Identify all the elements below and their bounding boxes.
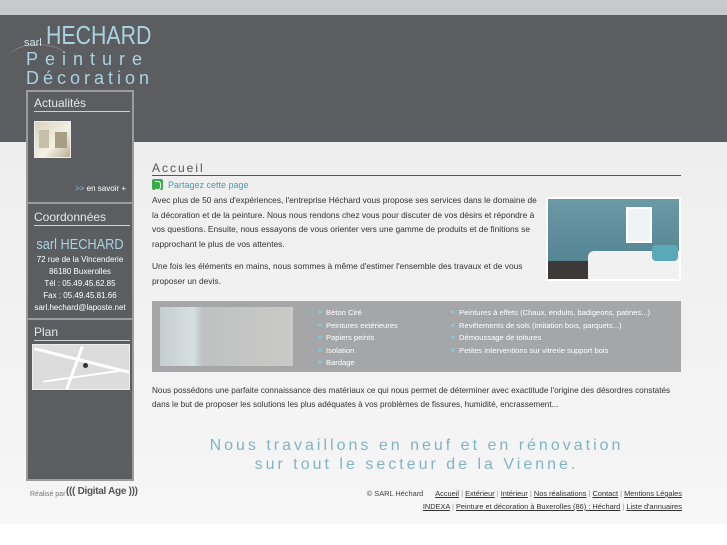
news-title: Actualités [34,96,130,112]
sidebar-divider [28,318,132,320]
footer-link-contact[interactable]: Contact [592,489,619,498]
footer-link-buxerolles[interactable]: Peinture et décoration à Buxerolles (86) : Héchard [455,502,621,511]
service-item: ■ Petites interventions sur vitrerie support bois [451,345,650,358]
footer-link-accueil[interactable]: Accueil [435,489,460,498]
service-item: ■ Papiers peints [318,332,398,345]
photo-window [626,207,652,243]
slogan-line2: sur tout le secteur de la Vienne. [254,456,579,473]
share-label: Partagez cette page [168,179,249,190]
body-text: Nous possédons une parfaite connaissance des matériaux ce qui nous permet de déterminer avec exactitude l'origine des désordres constatés dans le but de proposer les solutions les plus adéquates à vos problèmes de fissures, humidité, encrassement... [152,386,671,409]
service-item: ■ Démoussage de toitures [451,332,650,345]
service-item: ■ Revêtements de sols (imitation bois, parquets...) [451,320,650,333]
top-band [0,0,727,15]
contact-tel: Tél : 05.49.45.62.85 [44,279,116,288]
read-more-label: en savoir + [86,184,126,193]
share-icon [152,179,163,190]
logo-line2: Peinture [26,49,150,69]
contact-title: Coordonnées [34,210,130,226]
service-item: ■ Isolation [318,345,398,358]
service-item: ■ Bardage [318,357,398,370]
share-link[interactable] [152,179,249,190]
contact-address2: 86180 Buxerolles [49,267,111,276]
agency-logo[interactable]: ((( Digital Age ))) [66,486,138,497]
intro-text: Avec plus de 50 ans d'expériences, l'entreprise Héchard vous propose ses services dans le domaine de la décoration et de la peinture. Nous nous rendons chez vous pour discuter de vos désirs et répondre à vos questions. Ensuite, nous essayons de vous orienter vers une gamme de produits et de finitions se rapprochant le plus de vos attentes. [152,195,537,249]
footer-link-realisations[interactable]: Nos réalisations [533,489,587,498]
footer-link-exterieur[interactable]: Extérieur [465,489,495,498]
copyright: © SARL Héchard [366,489,424,498]
slogan-line1: Nous travaillons en neuf et en rénovation [209,437,624,454]
location-map[interactable] [32,344,130,390]
footer-link-indexa[interactable]: INDEXA [422,502,450,511]
map-road [65,346,84,390]
chevron-right-icon: >> [75,184,85,193]
footer-link-annuaires[interactable]: Liste d'annuaires [626,502,682,511]
site-logo[interactable] [8,18,154,90]
contact-email[interactable]: sarl.hechard@laposte.net [34,303,126,312]
service-item: ■ Peintures extérieures [318,320,398,333]
interior-photo [546,197,681,281]
logo-sarl: sarl [24,37,42,49]
logo-line3: Décoration [26,68,154,88]
photo-pillow [652,245,678,261]
map-road [43,369,122,382]
title-underline [152,175,681,176]
map-title: Plan [34,325,130,341]
service-item: ■ Peintures à effets (Chaux, enduits, badigeons, patines...) [451,307,650,320]
contact-address1: 72 rue de la Vincenderie [36,255,124,264]
sidebar [26,90,134,481]
read-more-link[interactable] [75,184,126,193]
logo-name: HECHARD [46,20,152,50]
footer-link-mentions[interactable]: Mentions Légales [624,489,682,498]
services-list-left [318,307,398,370]
footer-links-secondary: INDEXA | Peinture et décoration à Buxerolles (86) : Héchard | Liste d'annuaires [422,502,682,511]
map-pin-icon [83,363,88,368]
services-panel [152,301,681,372]
footer-link-interieur[interactable]: Intérieur [500,489,528,498]
footer-nav: © SARL Héchard Accueil | Extérieur | Intérieur | Nos réalisations | Contact | Mentions Légales [366,489,682,498]
services-image [160,307,293,366]
services-list-right [451,307,650,357]
service-item: ■ Béton Ciré [318,307,398,320]
credit-label: Réalisé par [30,491,66,498]
sidebar-divider [28,202,132,204]
page-title: Accueil [152,161,205,175]
contact-fax: Fax : 05.49.45.81.66 [43,291,117,300]
news-thumbnail[interactable] [34,121,71,158]
contact-company: sarl HECHARD [36,236,124,253]
intro-text-2: Une fois les éléments en mains, nous sommes à même d'estimer l'ensemble des travaux et de vous proposer un devis. [152,261,523,286]
